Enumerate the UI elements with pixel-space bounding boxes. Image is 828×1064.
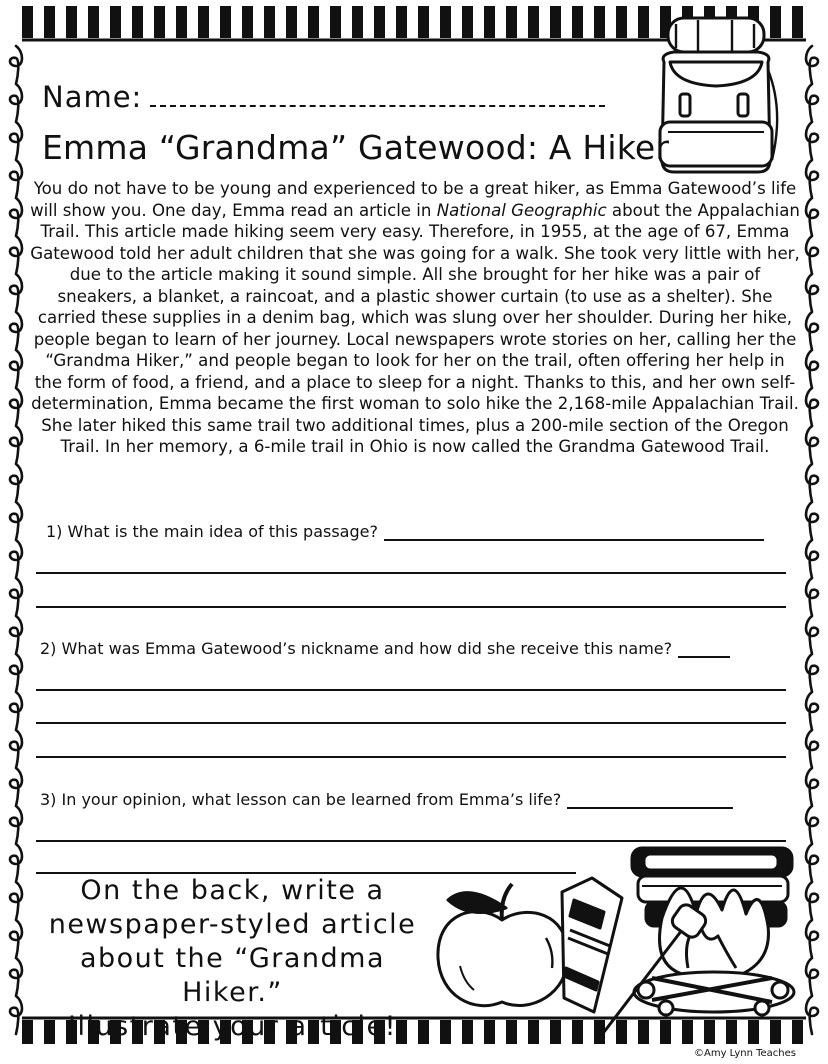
copyright-notice: ©Amy Lynn Teaches xyxy=(694,1048,796,1059)
question-2-answer-line[interactable] xyxy=(678,654,730,658)
answer-line[interactable] xyxy=(36,689,786,691)
marshmallow-stick-icon xyxy=(596,900,716,1040)
name-label: Name: xyxy=(42,80,143,114)
answer-line[interactable] xyxy=(36,572,786,574)
name-field-row xyxy=(42,80,605,114)
passage-italic-title: National Geographic xyxy=(436,200,607,220)
passage-text-end: about the Appalachian Trail. This article made hiking seem very easy. Therefore, in 1955, at the age of 67, Emma Gatewood told her adult children that she was going for a walk. She took very little with her, due to the article making it sound simple. All she brought for her hike was a pair of sneakers, a blanket, a raincoat, and a plastic shower curtain (to use as a shelter). She carried these supplies in a denim bag, which was slung over her shoulder. During her hike, people began to learn of her journey. Local newspapers wrote stories on her, calling her the “Grandma Hiker,” and people began to look for her on the trail, often offering her help in the form of food, a friend, and a place to sleep for a night. Thanks to this, and her own self-determination, Emma became the first woman to solo hike the 2,168-mile Appalachian Trail. She later hiked this same trail two additional times, plus a 200-mile section of the Oregon Trail. In her memory, a 6-mile trail in Ohio is now called the Grandma Gatewood Trail. xyxy=(30,200,800,456)
name-blank[interactable] xyxy=(150,83,605,107)
question-3-text: 3) In your opinion, what lesson can be learned from Emma’s life? xyxy=(40,790,562,809)
bottom-prompt-line: newspaper-styled article xyxy=(48,909,417,940)
question-1-text: 1) What is the main idea of this passage? xyxy=(46,522,378,541)
question-2 xyxy=(40,639,730,658)
bottom-prompt-line: Illustrate your article! xyxy=(68,1011,397,1042)
reading-passage xyxy=(30,178,800,458)
answer-line[interactable] xyxy=(36,722,786,724)
bottom-prompt-line: about the “Grandma Hiker.” xyxy=(79,943,386,1008)
answer-line[interactable] xyxy=(36,756,786,758)
question-1-answer-line[interactable] xyxy=(384,537,764,541)
bottom-prompt-line: On the back, write a xyxy=(80,875,385,906)
question-3 xyxy=(40,790,733,809)
passage-text-start: You do not have to be young and experienced to be a great hiker, as Emma Gatewood’s life will show you. One day, Emma read an article in xyxy=(30,179,797,220)
question-1 xyxy=(46,522,764,541)
bottom-prompt xyxy=(30,874,435,1044)
answer-line[interactable] xyxy=(36,606,786,608)
question-2-text: 2) What was Emma Gatewood’s nickname and how did she receive this name? xyxy=(40,639,673,658)
worksheet-title: Emma “Grandma” Gatewood: A Hiker xyxy=(42,128,670,167)
question-3-answer-line[interactable] xyxy=(567,805,733,809)
